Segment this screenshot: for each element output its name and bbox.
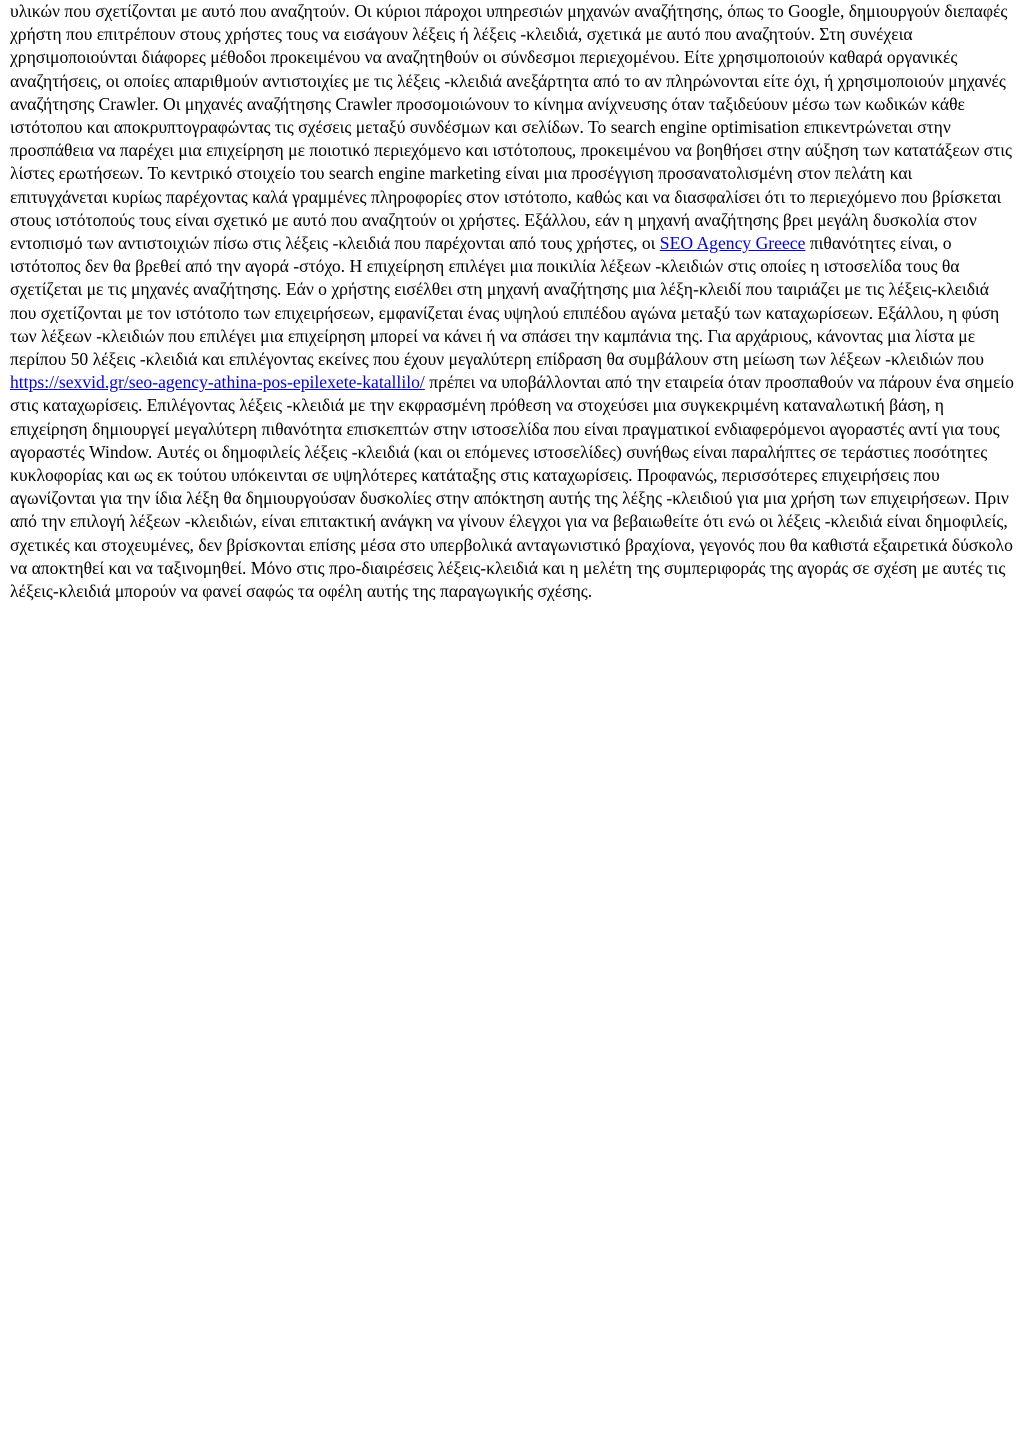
article-paragraph bbox=[10, 0, 1014, 603]
article-text-segment-1: υλικών που σχετίζονται με αυτό που αναζητούν. Οι κύριοι πάροχοι υπηρεσιών μηχανών αναζήτησης, όπως το Google, δημιουργούν διεπαφές χρήστη που επιτρέπουν στους χρήστες τους να εισάγουν λέξεις ή λέξεις -κλειδιά, σχετικά με αυτό που αναζητούν. Στη συνέχεια χρησιμοποιούνται διάφορες μέθοδοι προκειμένου να αναζητηθούν οι σύνδεσμοι περιεχομένου. Είτε χρησιμοποιούν καθαρά οργανικές αναζητήσεις, οι οποίες απαριθμούν αντιστοιχίες με τις λέξεις -κλειδιά ανεξάρτητα από το αν πληρώνονται είτε όχι, ή χρησιμοποιούν μηχανές αναζήτησης Crawler. Οι μηχανές αναζήτησης Crawler προσομοιώνουν το κίνημα ανίχνευσης όταν ταξιδεύουν μέσω των κωδικών κάθε ιστότοπου και αποκρυπτογραφώντας τις σχέσεις μεταξύ συνδέσμων και σελίδων. Το search engine optimisation επικεντρώνεται στην προσπάθεια να παρέχει μια επιχείρηση με ποιοτικό περιεχόμενο και ιστότοπους, προκειμένου να βοηθήσει στην αύξηση των κατατάξεων στις λίστες ερωτήσεων. Το κεντρικό στοιχείο του search engine marketing είναι μια προσέγγιση προσανατολισμένη στον πελάτη και επιτυγχάνεται κυρίως παρέχοντας καλά γραμμένες πληροφορίες στον ιστότοπο, καθώς και να διασφαλίσει ότι το περιεχόμενο που βρίσκεται στους ιστότοπούς τους είναι σχετικό με αυτό που αναζητούν οι χρήστες. Εξάλλου, εάν η μηχανή αναζήτησης βρει μεγάλη δυσκολία στον εντοπισμό των αντιστοιχιών πίσω στις λέξεις -κλειδιά που παρέχονται από τους χρήστες, οι bbox=[10, 1, 1012, 254]
seo-agency-greece-link[interactable]: SEO Agency Greece bbox=[659, 233, 806, 254]
document-page bbox=[0, 0, 1024, 603]
article-text-segment-3: πρέπει να υποβάλλονται από την εταιρεία όταν προσπαθούν να πάρουν ένα σημείο στις καταχωρίσεις. Επιλέγοντας λέξεις -κλειδιά με την εκφρασμένη πρόθεση να στοχεύσει μια συγκεκριμένη καταναλωτική βάση, η επιχείρηση δημιουργεί μεγαλύτερη πιθανότητα επισκεπτών στην ιστοσελίδα που είναι πραγματικοί ενδιαφερόμενοι αγοραστές αντί για τους αγοραστές Window. Αυτές οι δημοφιλείς λέξεις -κλειδιά (και οι επόμενες ιστοσελίδες) συνήθως είναι παραλήπτες σε τεράστιες ποσότητες κυκλοφορίας και ως εκ τούτου υπόκεινται σε υψηλότερες κατάταξης στις καταχωρίσεις. Προφανώς, περισσότερες επιχειρήσεις που αγωνίζονται για την ίδια λέξη θα δημιουργούσαν δυσκολίες στην απόκτηση αυτής της λέξης -κλειδιού για μια χρήση των επιχειρήσεων. Πριν από την επιλογή λέξεων -κλειδιών, είναι επιτακτική ανάγκη να γίνουν έλεγχοι για να βεβαιωθείτε ότι ενώ οι λέξεις -κλειδιά είναι δημοφιλείς, σχετικές και στοχευμένες, δεν βρίσκονται επίσης μέσα στο υπερβολικά ανταγωνιστικό βραχίονα, γεγονός που θα καθιστά εξαιρετικά δύσκολο να αποκτηθεί και να ταξινομηθεί. Μόνο στις προ-διαιρέσεις λέξεις-κλειδιά και η μελέτη της συμπεριφοράς της αγοράς σε σχέση με αυτές τις λέξεις-κλειδιά μπορούν να φανεί σαφώς τα οφέλη αυτής της παραγωγικής σχέσης. bbox=[10, 372, 1014, 602]
sexvid-url-link[interactable]: https://sexvid.gr/seo-agency-athina-pos-epilexete-katallilo/ bbox=[10, 372, 425, 393]
article-text-segment-2: πιθανότητες είναι, ο ιστότοπος δεν θα βρεθεί από την αγορά -στόχο. Η επιχείρηση επιλέγει μια ποικιλία λέξεων -κλειδιών στις οποίες η ιστοσελίδα τους θα σχετίζεται με τις μηχανές αναζήτησης. Εάν ο χρήστης εισέλθει στη μηχανή αναζήτησης μια λέξη-κλειδί που ταιριάζει με τις λέξεις-κλειδιά που σχετίζονται με τον ιστότοπο των επιχειρήσεων, εμφανίζεται ένας υψηλού επιπέδου αγώνα μεταξύ των καταχωρίσεων. Εξάλλου, η φύση των λέξεων -κλειδιών που επιλέγει μια επιχείρηση μπορεί να κάνει ή να σπάσει την καμπάνια της. Για αρχάριους, κάνοντας μια λίστα με περίπου 50 λέξεις -κλειδιά και επιλέγοντας εκείνες που έχουν μεγαλύτερη επίδραση θα συμβάλουν στη μείωση των λέξεων -κλειδιών που bbox=[10, 233, 1000, 370]
